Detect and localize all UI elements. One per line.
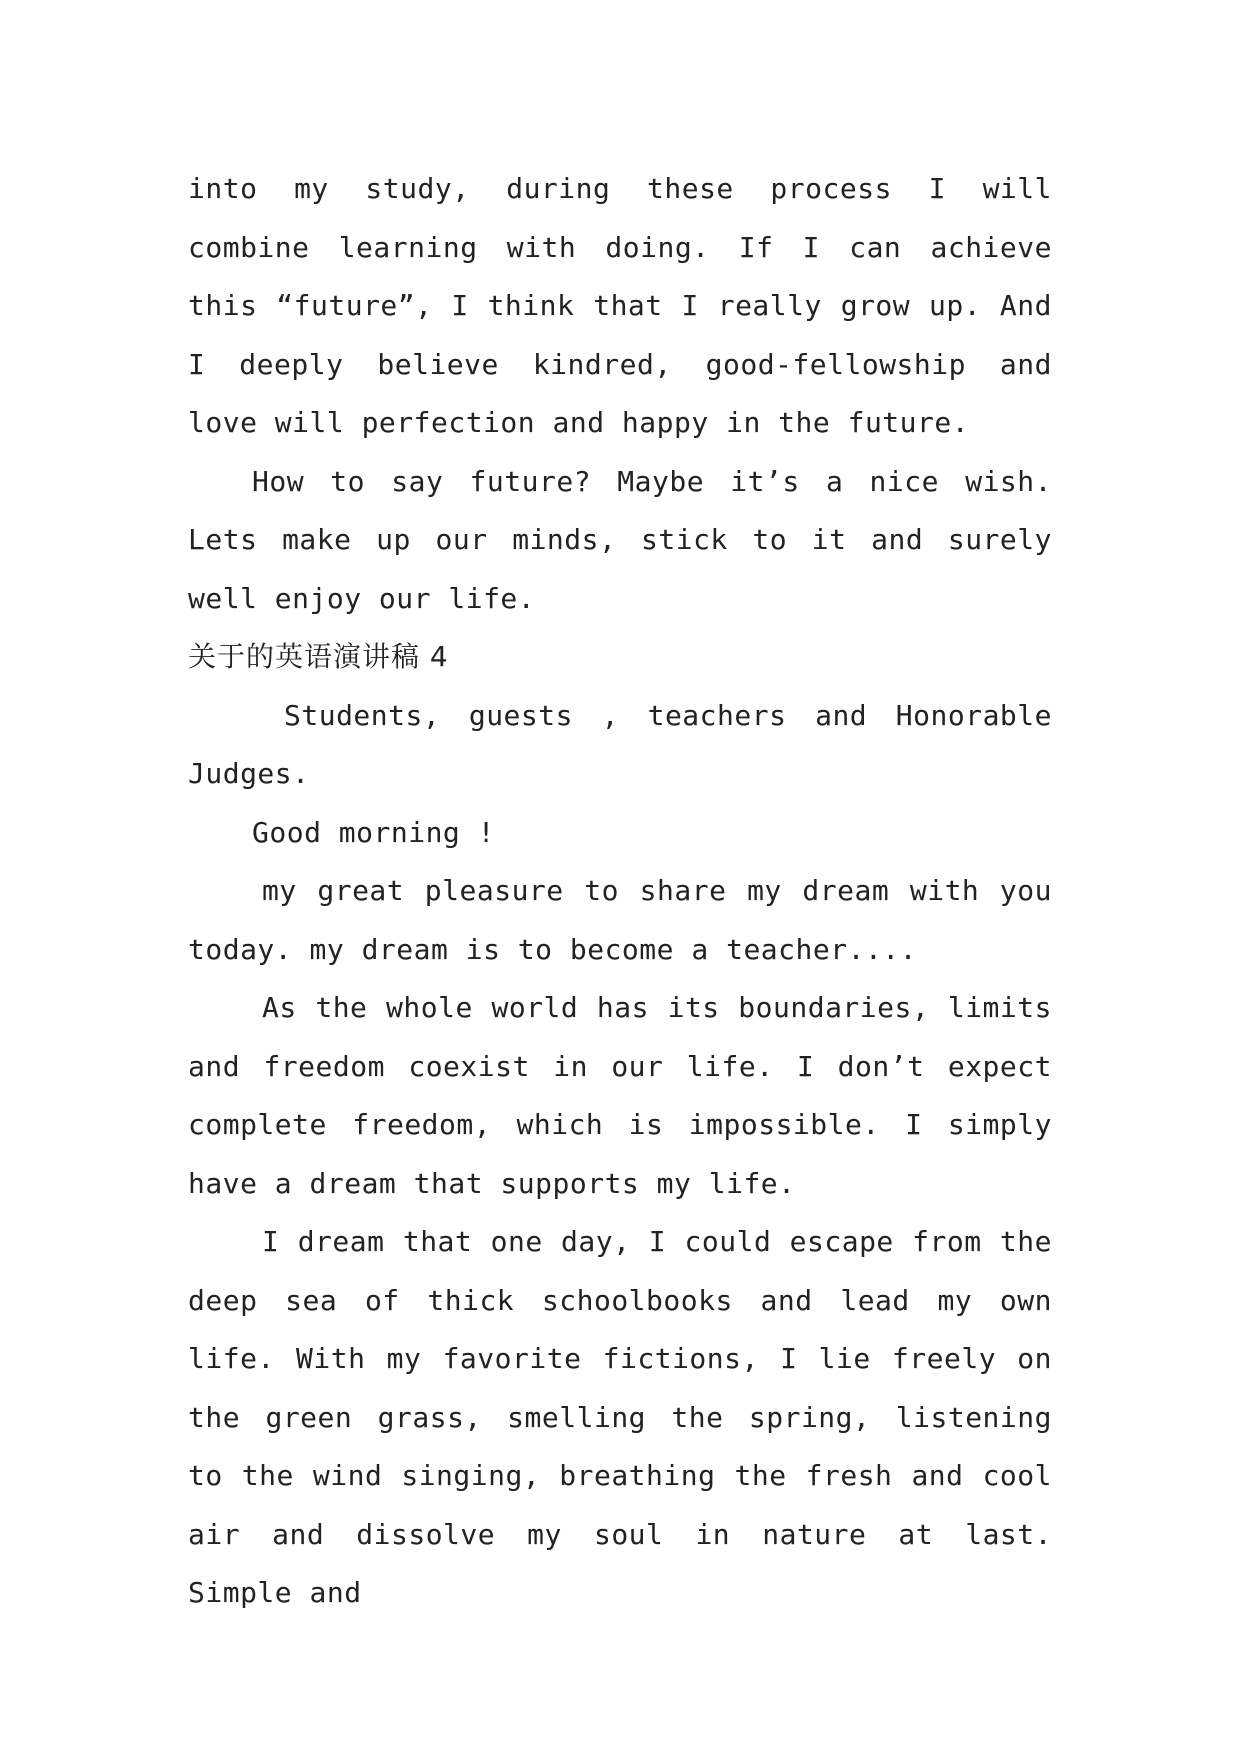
document-body	[188, 160, 1052, 1623]
paragraph-dream-intro: my great pleasure to share my dream with you today. my dream is to become a teacher....	[188, 874, 1052, 966]
paragraph-greeting: Good morning !	[252, 815, 496, 849]
paragraph-escape: I dream that one day, I could escape from the deep sea of thick schoolbooks and lead my own life. With my favorite fictions, I lie freely on the green grass, smelling the spring, listening to the wind singing, breathing the fresh and cool air and dissolve my soul in nature at last. Simple and	[188, 1225, 1052, 1609]
paragraph-freedom: As the whole world has its boundaries, limits and freedom coexist in our life. I don’t expect complete freedom, which is impossible. I simply have a dream that supports my life.	[188, 991, 1052, 1200]
section-heading: 关于的英语演讲稿 4	[188, 640, 449, 673]
paragraph-1: into my study, during these process I will combine learning with doing. If I can achieve this “future”, I think that I really grow up. And I deeply believe kindred, good-fellowship and love will perfection and happy in the future.	[188, 172, 1052, 439]
paragraph-2: How to say future? Maybe it’s a nice wish. Lets make up our minds, stick to it and surely well enjoy our life.	[188, 464, 1052, 615]
paragraph-salutation: Students, guests , teachers and Honorable Judges.	[188, 698, 1052, 790]
